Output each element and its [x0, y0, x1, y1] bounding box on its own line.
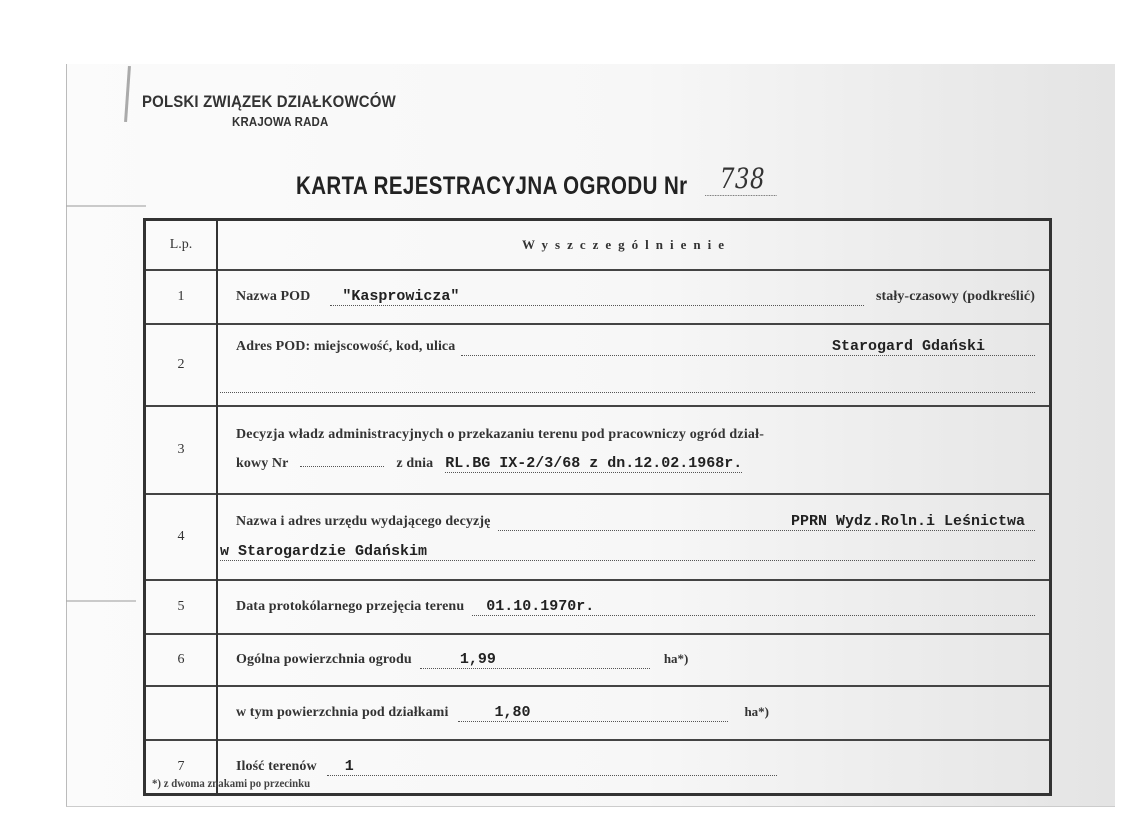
table-row — [145, 634, 1051, 686]
area-unit: ha*) — [663, 651, 689, 666]
field-label: kowy Nr — [236, 456, 289, 471]
field-label: Nazwa i adres urzędu wydającego decyzję — [236, 514, 491, 529]
column-header-description: Wyszczególnienie — [217, 220, 1051, 271]
card-number: 738 — [705, 162, 776, 196]
table-row — [145, 406, 1051, 494]
registration-table — [143, 218, 1052, 796]
row-number: 2 — [145, 324, 218, 406]
total-area-value: 1,99 — [420, 651, 650, 669]
table-row — [145, 270, 1051, 324]
title-text: KARTA REJESTRACYJNA OGRODU Nr — [296, 172, 688, 200]
footnote: *) z dwoma znakami po przecinku — [152, 776, 311, 790]
organization-header — [142, 92, 431, 129]
row-number — [145, 686, 218, 740]
field-label: Nazwa POD — [236, 289, 311, 304]
garden-type-options: stały-czasowy (podkreślić) — [875, 289, 1035, 304]
table-header-row — [145, 220, 1051, 271]
field-label: z dnia — [396, 456, 434, 471]
terrain-count-value: 1 — [327, 758, 777, 776]
field-label: Ilość terenów — [236, 759, 317, 774]
field-label: Data protokólarnego przejęcia terenu — [236, 599, 465, 614]
issuing-office-address-value: w Starogardzie Gdańskim — [220, 543, 1035, 561]
field-label: Ogólna powierzchnia ogrodu — [236, 652, 412, 667]
field-label: Decyzja władz administracyjnych o przekazaniu terenu pod pracowniczy ogród dział- — [236, 427, 765, 442]
address-value: Starogard Gdański — [461, 338, 1035, 356]
takeover-date-value: 01.10.1970r. — [472, 598, 1035, 616]
plots-area-value: 1,80 — [458, 704, 728, 722]
issuing-office-value: PPRN Wydz.Roln.i Leśnictwa — [498, 513, 1035, 531]
document-title — [296, 162, 776, 202]
garden-name-value: "Kasprowicza" — [330, 288, 864, 306]
table-row — [145, 580, 1051, 634]
table-row — [145, 686, 1051, 740]
decision-date-value: RL.BG IX-2/3/68 z dn.12.02.1968r. — [445, 455, 743, 472]
row-number: 3 — [145, 406, 218, 494]
row-number: 4 — [145, 494, 218, 580]
paper-crease — [66, 600, 136, 602]
organization-name: POLSKI ZWIĄZEK DZIAŁKOWCÓW — [142, 92, 396, 111]
column-header-lp: L.p. — [145, 220, 218, 271]
table-row — [145, 324, 1051, 406]
address-value-line2 — [220, 378, 1035, 393]
row-number: 6 — [145, 634, 218, 686]
sub-organization-name: KRAJOWA RADA — [232, 114, 329, 129]
field-label: Adres POD: miejscowość, kod, ulica — [236, 338, 456, 354]
row-number: 1 — [145, 270, 218, 324]
field-label: w tym powierzchnia pod działkami — [236, 705, 449, 720]
paper-crease — [66, 205, 146, 207]
row-number: 5 — [145, 580, 218, 634]
row-number: 7 — [145, 740, 218, 795]
table-row — [145, 494, 1051, 580]
decision-number-value — [300, 466, 384, 467]
area-unit: ha*) — [744, 704, 769, 719]
